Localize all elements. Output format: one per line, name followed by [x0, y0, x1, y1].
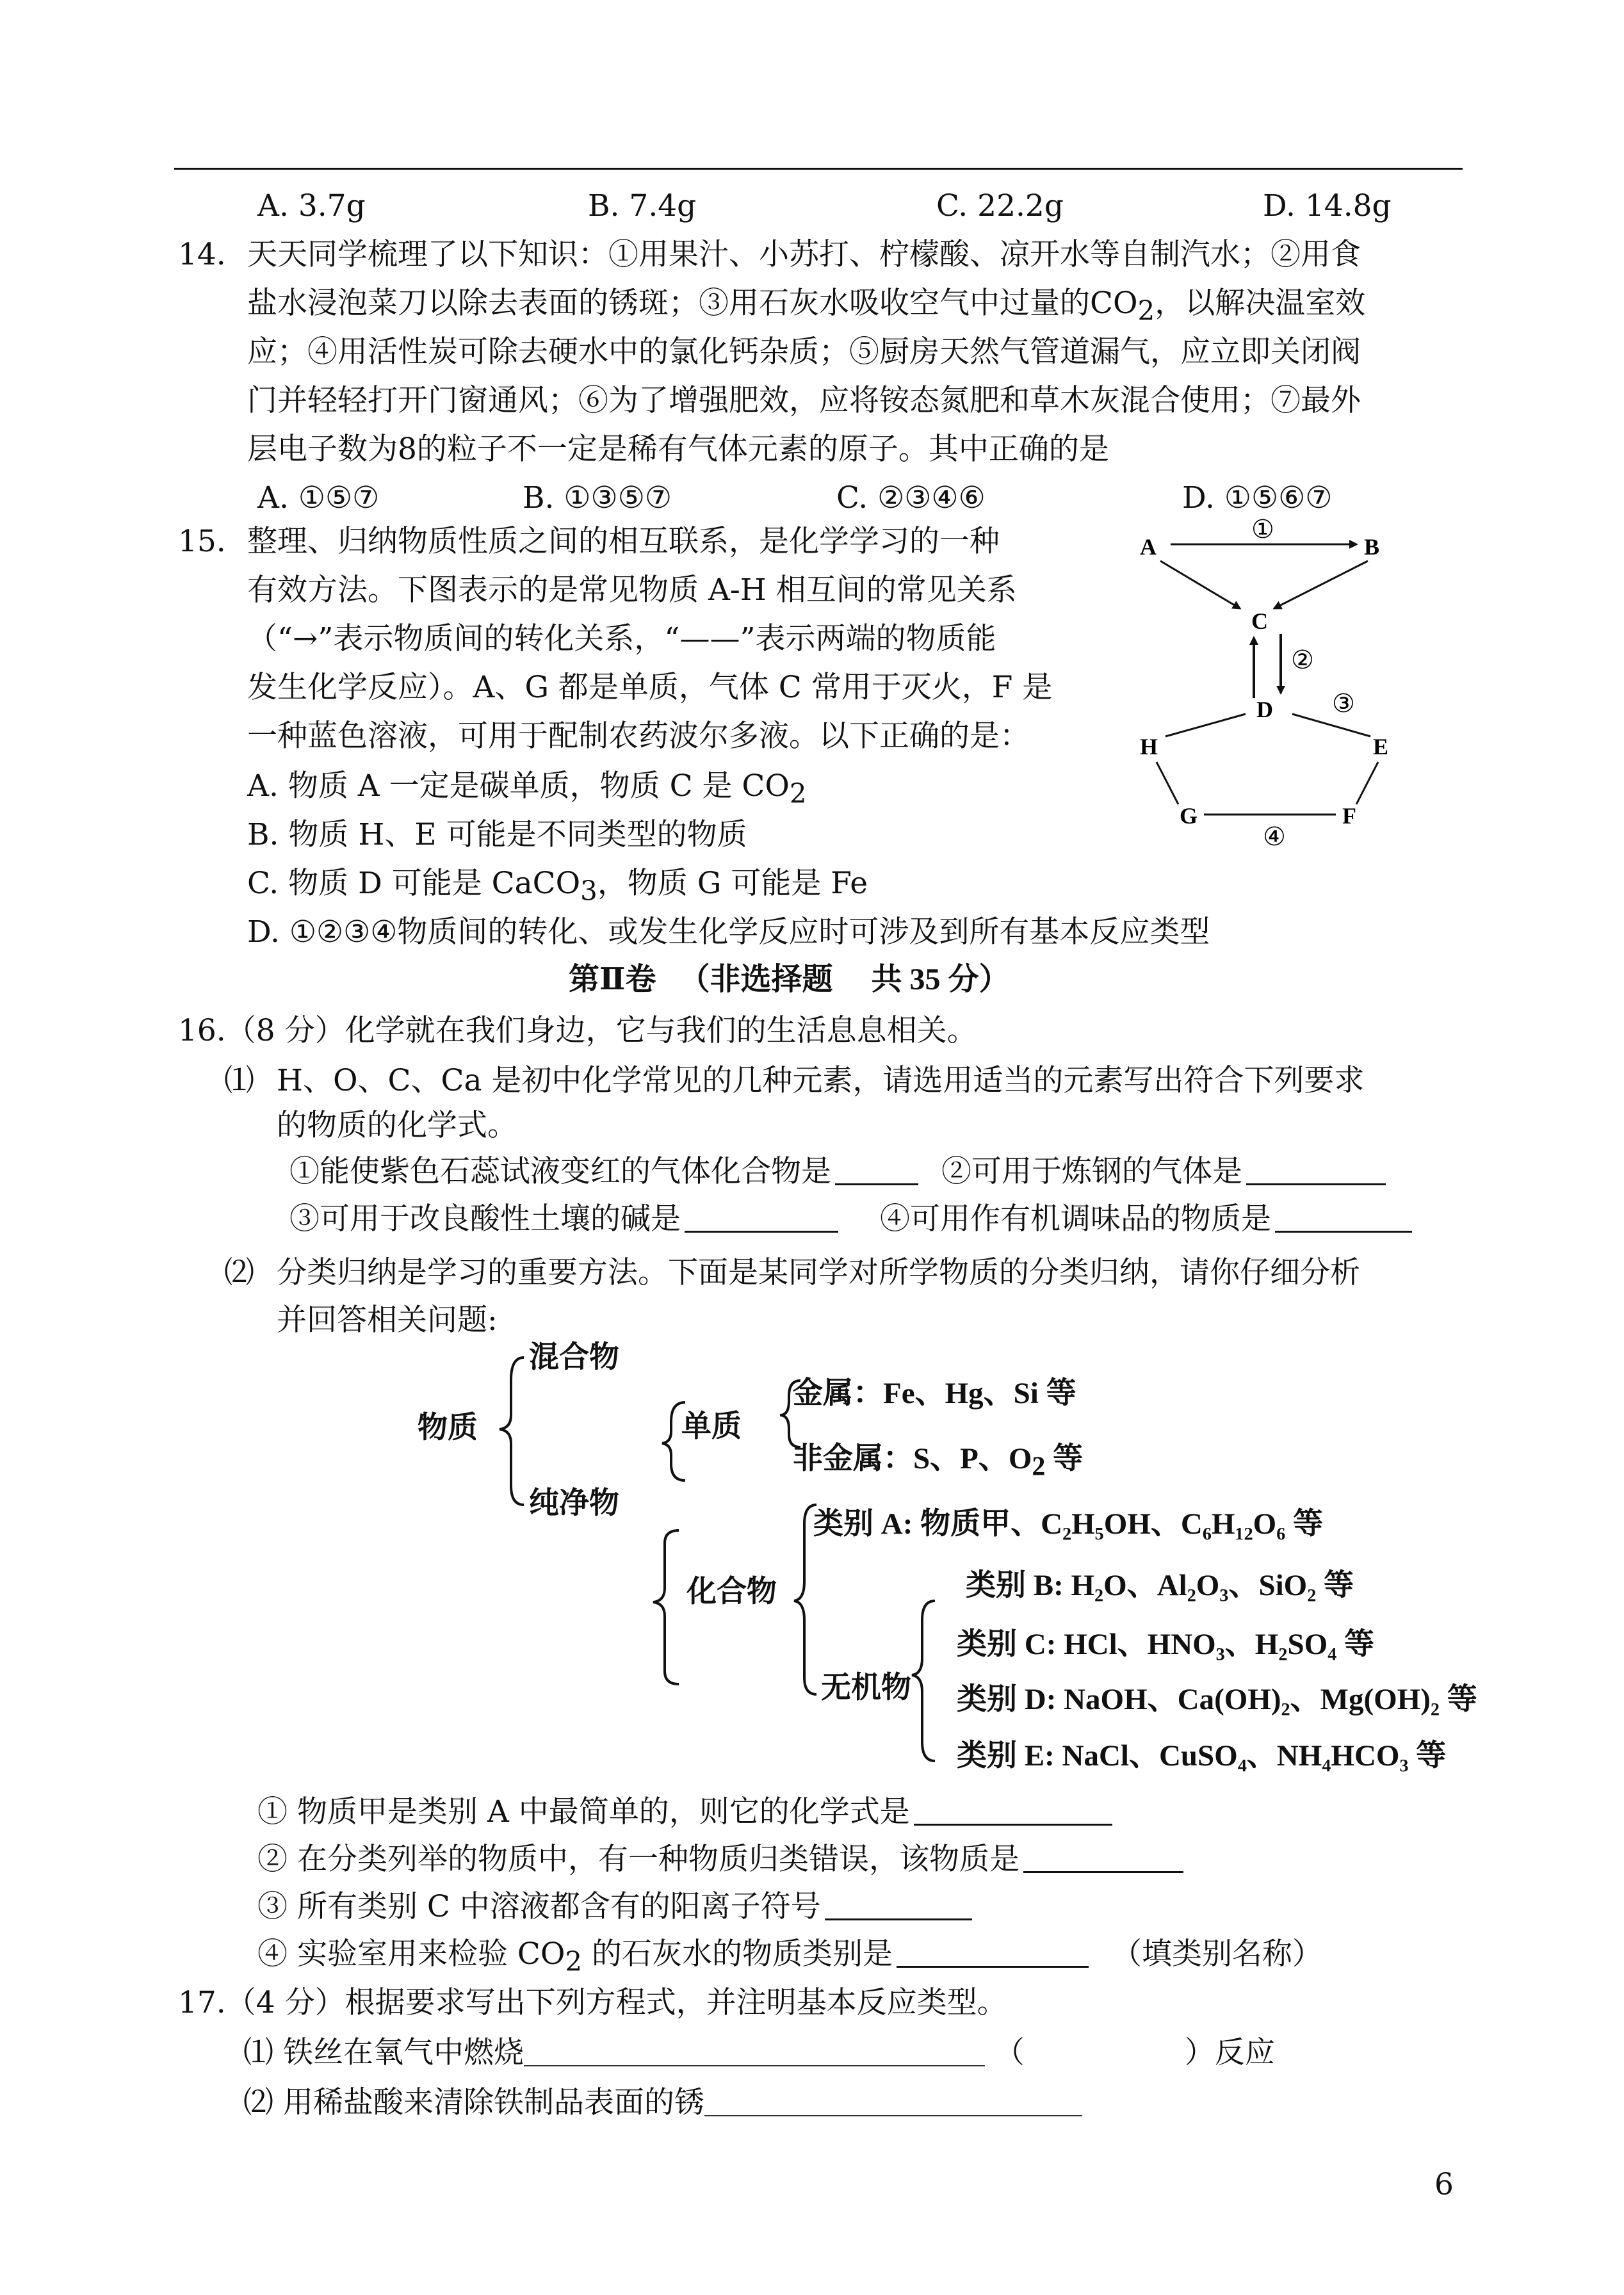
tree-metal: 金属：Fe、Hg、Si 等 [793, 1377, 1076, 1410]
q14-line: 天天同学梳理了以下知识：①用果汁、小苏打、柠檬酸、凉开水等自制汽水；②用食 [247, 237, 1361, 272]
edge-e-f [1356, 762, 1378, 804]
q14-line: 门并轻轻打开门窗通风；⑥为了增强肥效，应将铵态氮肥和草木灰混合使用；⑦最外 [247, 383, 1361, 418]
section-title: 第Ⅱ卷 （非选择题 共 35 分） [569, 962, 1010, 996]
answer-blank[interactable] [1246, 1151, 1386, 1185]
q15-line: （“→”表示物质间的转化关系，“——”表示两端的物质能 [247, 621, 996, 656]
node-b: B [1364, 534, 1380, 560]
answer-blank[interactable] [704, 2083, 1082, 2116]
q16-sub-3: ③ 所有类别 C 中溶液都含有的阳离子符号 [257, 1883, 976, 1931]
page-number: 6 [1434, 2167, 1454, 2202]
tree-category-c: 类别 C: HCl、HNO₃、H₂SO₄ 等 [957, 1628, 1374, 1661]
node-h: H [1140, 734, 1158, 759]
q16-sub-2: ② 在分类列举的物质中，有一种物质归类错误，该物质是 [257, 1835, 1187, 1884]
q15-line: 整理、归纳物质性质之间的相互联系，是化学学习的一种 [247, 524, 1000, 559]
answer-blank[interactable] [825, 1886, 972, 1920]
q15-line: 有效方法。下图表示的是常见物质 A-H 相互间的常见关系 [247, 572, 1017, 608]
answer-blank[interactable] [685, 1199, 838, 1233]
q15-option-b: B. 物质 H、E 可能是不同类型的物质 [247, 817, 747, 852]
q17-intro: 17.（4 分）根据要求写出下列方程式，并注明基本反应类型。 [178, 1985, 1007, 2020]
node-a: A [1140, 534, 1157, 560]
q14-line: 层电子数为8的粒子不一定是稀有气体元素的原子。其中正确的是 [247, 432, 1109, 467]
tree-category-b: 类别 B: H₂O、Al₂O₃、SiO₂ 等 [966, 1569, 1354, 1602]
node-g: G [1180, 803, 1198, 829]
q14-line: 盐水浸泡菜刀以除去表面的锈斑；③用石灰水吸收空气中过量的$CO_2$，以解决温室效 [247, 286, 1366, 327]
edge-d-e [1292, 714, 1370, 736]
tree-mixture: 混合物 [529, 1341, 619, 1374]
q16-sub-4: ④ 实验室用来检验 $CO_2$ 的石灰水的物质类别是 （填类别名称） [257, 1930, 1322, 1986]
q16-blank-3: ③可用于改良酸性土壤的碱是 [289, 1195, 842, 1244]
q15-option-d: D. ①②③④物质间的转化、或发生化学反应时可涉及到所有基本反应类型 [247, 914, 1210, 950]
q16-part1-line: H、O、C、Ca 是初中化学常见的几种元素，请选用适当的元素写出符合下列要求 [277, 1063, 1365, 1098]
node-f: F [1342, 803, 1356, 829]
tree-category-e: 类别 E: NaCl、CuSO₄、NH₄HCO₃ 等 [957, 1739, 1447, 1772]
answer-blank[interactable] [1023, 1839, 1183, 1873]
node-d: D [1256, 697, 1273, 722]
node-c: C [1251, 608, 1268, 634]
edge-label-3: ③ [1332, 689, 1355, 718]
edge-label-4: ④ [1263, 822, 1286, 852]
q16-blank-4: ④可用作有机调味品的物质是 [880, 1195, 1416, 1244]
q13-option-a: A. 3.7g [257, 188, 366, 223]
edge-label-2: ② [1291, 645, 1314, 675]
answer-blank[interactable] [835, 1151, 918, 1185]
q16-blank-1: ①能使紫色石蕊试液变红的气体化合物是 [289, 1148, 922, 1196]
q15-option-c: C. 物质 D 可能是 CaCO$_3$，物质 G 可能是 Fe [247, 866, 868, 907]
q13-option-d: D. 14.8g [1263, 188, 1392, 223]
relationship-diagram [1133, 512, 1434, 858]
q15-line: 发生化学反应）。A、G 都是单质，气体 C 常用于灭火，F 是 [247, 670, 1053, 705]
q17-line-2: ⑵ 用稀盐酸来清除铁制品表面的锈 [243, 2079, 1082, 2127]
q13-option-c: C. 22.2g [936, 188, 1064, 223]
q16-part1-line: 的物质的化学式。 [277, 1108, 517, 1143]
q16-part2-line: 分类归纳是学习的重要方法。下面是某同学对所学物质的分类归纳，请你仔细分析 [277, 1255, 1360, 1290]
q16-part1-number: ⑴ [224, 1063, 254, 1098]
tree-category-a: 类别 A: 物质甲、C₂H₅OH、C₆H₁₂O₆ 等 [813, 1507, 1324, 1541]
answer-blank[interactable] [914, 1792, 1112, 1826]
answer-blank[interactable] [524, 2033, 985, 2066]
edge-h-g [1157, 762, 1178, 804]
edge-label-1: ① [1251, 515, 1274, 544]
q13-option-b: B. 7.4g [588, 188, 697, 223]
q14-line: 应；④用活性炭可除去硬水中的氯化钙杂质；⑤厨房天然气管道漏气，应立即关闭阀 [247, 334, 1361, 369]
q16-sub-1: ① 物质甲是类别 A 中最简单的，则它的化学式是 [257, 1788, 1116, 1837]
tree-compound: 化合物 [686, 1575, 777, 1609]
q15-option-a: A. 物质 A 一定是碳单质，物质 C 是 $CO_2$ [247, 768, 807, 809]
tree-category-d: 类别 D: NaOH、Ca(OH)₂、Mg(OH)₂ 等 [957, 1683, 1477, 1716]
tree-element: 单质 [681, 1410, 742, 1443]
q15-number: 15. [178, 524, 226, 559]
tree-nonmetal: 非金属：S、P、$O_2$ 等 [793, 1442, 1084, 1482]
q14-option-c: C. ②③④⑥ [836, 480, 986, 515]
q14-option-b: B. ①③⑤⑦ [523, 480, 672, 515]
answer-blank[interactable] [897, 1934, 1089, 1968]
q14-option-a: A. ①⑤⑦ [257, 480, 380, 515]
q16-intro: 16.（8 分）化学就在我们身边，它与我们的生活息息相关。 [178, 1013, 977, 1048]
q15-line: 一种蓝色溶液，可用于配制农药波尔多液。以下正确的是： [247, 718, 1030, 754]
q14-number: 14. [178, 237, 226, 272]
q14-option-d: D. ①⑤⑥⑦ [1182, 480, 1333, 515]
q16-part2-line: 并回答相关问题: [277, 1302, 498, 1338]
q17-line-1: ⑴ 铁丝在氧气中燃烧 （ ）反应 [243, 2029, 1275, 2077]
tree-pure: 纯净物 [529, 1487, 619, 1520]
answer-blank[interactable] [1275, 1199, 1412, 1233]
edge-b-c [1274, 561, 1368, 608]
edge-a-c [1160, 561, 1240, 608]
node-e: E [1373, 734, 1389, 759]
tree-root: 物质 [418, 1411, 478, 1445]
tree-inorganic: 无机物 [821, 1671, 911, 1705]
q16-part2-number: ⑵ [224, 1255, 254, 1290]
edge-d-h [1165, 714, 1246, 736]
top-rule [174, 168, 1463, 170]
q16-blank-2: ②可用于炼钢的气体是 [941, 1148, 1390, 1196]
